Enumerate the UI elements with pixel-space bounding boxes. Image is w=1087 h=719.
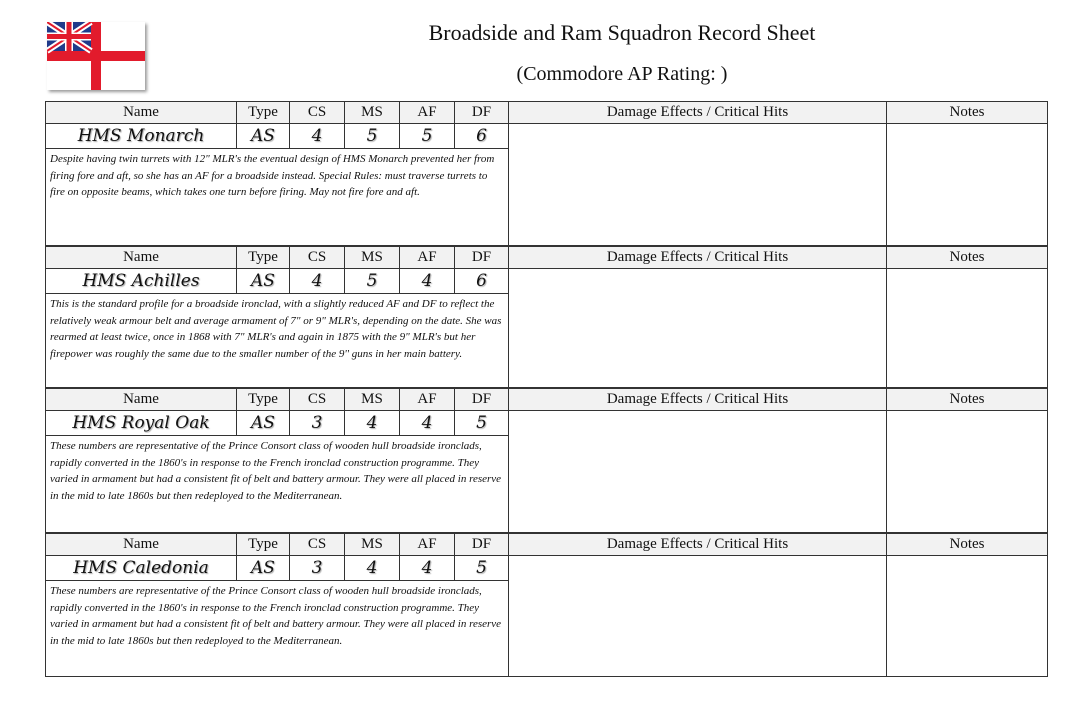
ship-description: These numbers are representative of the Prince Consort class of wooden hull broadside ironclads, rapidly converted in the 1860's in response to the French ironclad construction programme. They varied in armament but had a consistent fit of belt and battery armour. They were all placed in reserve in the mid to late 1860s but then redeployed to the Mediterranean. bbox=[46, 436, 509, 533]
ship-record-2 bbox=[45, 388, 1048, 533]
header-name: Name bbox=[46, 247, 237, 269]
header-damage: Damage Effects / Critical Hits bbox=[509, 247, 887, 269]
ship-name: HMS Achilles bbox=[46, 269, 237, 294]
notes-cell[interactable] bbox=[887, 124, 1048, 246]
header-name: Name bbox=[46, 534, 237, 556]
notes-cell[interactable] bbox=[887, 269, 1048, 388]
header-type: Type bbox=[237, 247, 290, 269]
header-ms: MS bbox=[345, 102, 400, 124]
header-df: DF bbox=[455, 389, 509, 411]
ship-ms: 4 bbox=[345, 411, 400, 436]
ship-name: HMS Royal Oak bbox=[46, 411, 237, 436]
header-name: Name bbox=[46, 389, 237, 411]
header-damage: Damage Effects / Critical Hits bbox=[509, 534, 887, 556]
header-df: DF bbox=[455, 102, 509, 124]
damage-effects-cell[interactable] bbox=[509, 269, 887, 388]
ship-cs: 3 bbox=[290, 556, 345, 581]
header-ms: MS bbox=[345, 247, 400, 269]
ship-cs: 4 bbox=[290, 124, 345, 149]
notes-cell[interactable] bbox=[887, 411, 1048, 533]
ship-ms: 4 bbox=[345, 556, 400, 581]
ship-type: AS bbox=[237, 124, 290, 149]
header-cs: CS bbox=[290, 389, 345, 411]
damage-effects-cell[interactable] bbox=[509, 411, 887, 533]
header-af: AF bbox=[400, 102, 455, 124]
ship-af: 4 bbox=[400, 411, 455, 436]
ship-record-0 bbox=[45, 101, 1048, 246]
header-ms: MS bbox=[345, 534, 400, 556]
header-cs: CS bbox=[290, 102, 345, 124]
ship-description: Despite having twin turrets with 12" MLR's the eventual design of HMS Monarch prevented her from firing fore and aft, so she has an AF for a broadside instead. Special Rules: must traverse turrets to fire on opposite beams, which takes one turn before firing. May not fire fore and aft. bbox=[46, 149, 509, 246]
header-df: DF bbox=[455, 534, 509, 556]
header-notes: Notes bbox=[887, 389, 1048, 411]
ship-type: AS bbox=[237, 556, 290, 581]
header-type: Type bbox=[237, 389, 290, 411]
header-name: Name bbox=[46, 102, 237, 124]
header-notes: Notes bbox=[887, 102, 1048, 124]
ship-record-1 bbox=[45, 246, 1048, 388]
notes-cell[interactable] bbox=[887, 556, 1048, 677]
ship-record-3 bbox=[45, 533, 1048, 677]
ship-type: AS bbox=[237, 269, 290, 294]
header-type: Type bbox=[237, 102, 290, 124]
damage-effects-cell[interactable] bbox=[509, 556, 887, 677]
ship-description: These numbers are representative of the Prince Consort class of wooden hull broadside ironclads, rapidly converted in the 1860's in response to the French ironclad construction programme. They varied in armament but had a consistent fit of belt and battery armour. They were all placed in reserve in the mid to late 1860s but then redeployed to the Mediterranean. bbox=[46, 581, 509, 677]
ship-cs: 4 bbox=[290, 269, 345, 294]
header-damage: Damage Effects / Critical Hits bbox=[509, 389, 887, 411]
commodore-ap-rating: (Commodore AP Rating: ) bbox=[516, 63, 728, 85]
damage-effects-cell[interactable] bbox=[509, 124, 887, 246]
ship-type: AS bbox=[237, 411, 290, 436]
white-ensign-flag-icon bbox=[47, 22, 145, 90]
header-af: AF bbox=[400, 389, 455, 411]
header-af: AF bbox=[400, 247, 455, 269]
ship-ms: 5 bbox=[345, 124, 400, 149]
ship-df: 6 bbox=[455, 269, 509, 294]
ship-df: 5 bbox=[455, 556, 509, 581]
ship-description: This is the standard profile for a broadside ironclad, with a slightly reduced AF and DF to reflect the relatively weak armour belt and average armament of 7" or 9" MLR's, depending on the date. She was rearmed at least twice, once in 1868 with 7" MLR's and again in 1875 with the 9" MLR's but her firepower was roughly the same due to the smaller number of the 9'' guns in her main battery. bbox=[46, 294, 509, 388]
header-af: AF bbox=[400, 534, 455, 556]
ship-cs: 3 bbox=[290, 411, 345, 436]
ship-name: HMS Caledonia bbox=[46, 556, 237, 581]
ship-af: 4 bbox=[400, 556, 455, 581]
page-title: Broadside and Ram Squadron Record Sheet bbox=[428, 20, 816, 45]
header-ms: MS bbox=[345, 389, 400, 411]
header-cs: CS bbox=[290, 247, 345, 269]
header-notes: Notes bbox=[887, 534, 1048, 556]
header-cs: CS bbox=[290, 534, 345, 556]
ship-ms: 5 bbox=[345, 269, 400, 294]
header-damage: Damage Effects / Critical Hits bbox=[509, 102, 887, 124]
ship-df: 6 bbox=[455, 124, 509, 149]
ship-af: 4 bbox=[400, 269, 455, 294]
ship-af: 5 bbox=[400, 124, 455, 149]
ship-df: 5 bbox=[455, 411, 509, 436]
header-df: DF bbox=[455, 247, 509, 269]
ship-name: HMS Monarch bbox=[46, 124, 237, 149]
header-notes: Notes bbox=[887, 247, 1048, 269]
header-type: Type bbox=[237, 534, 290, 556]
